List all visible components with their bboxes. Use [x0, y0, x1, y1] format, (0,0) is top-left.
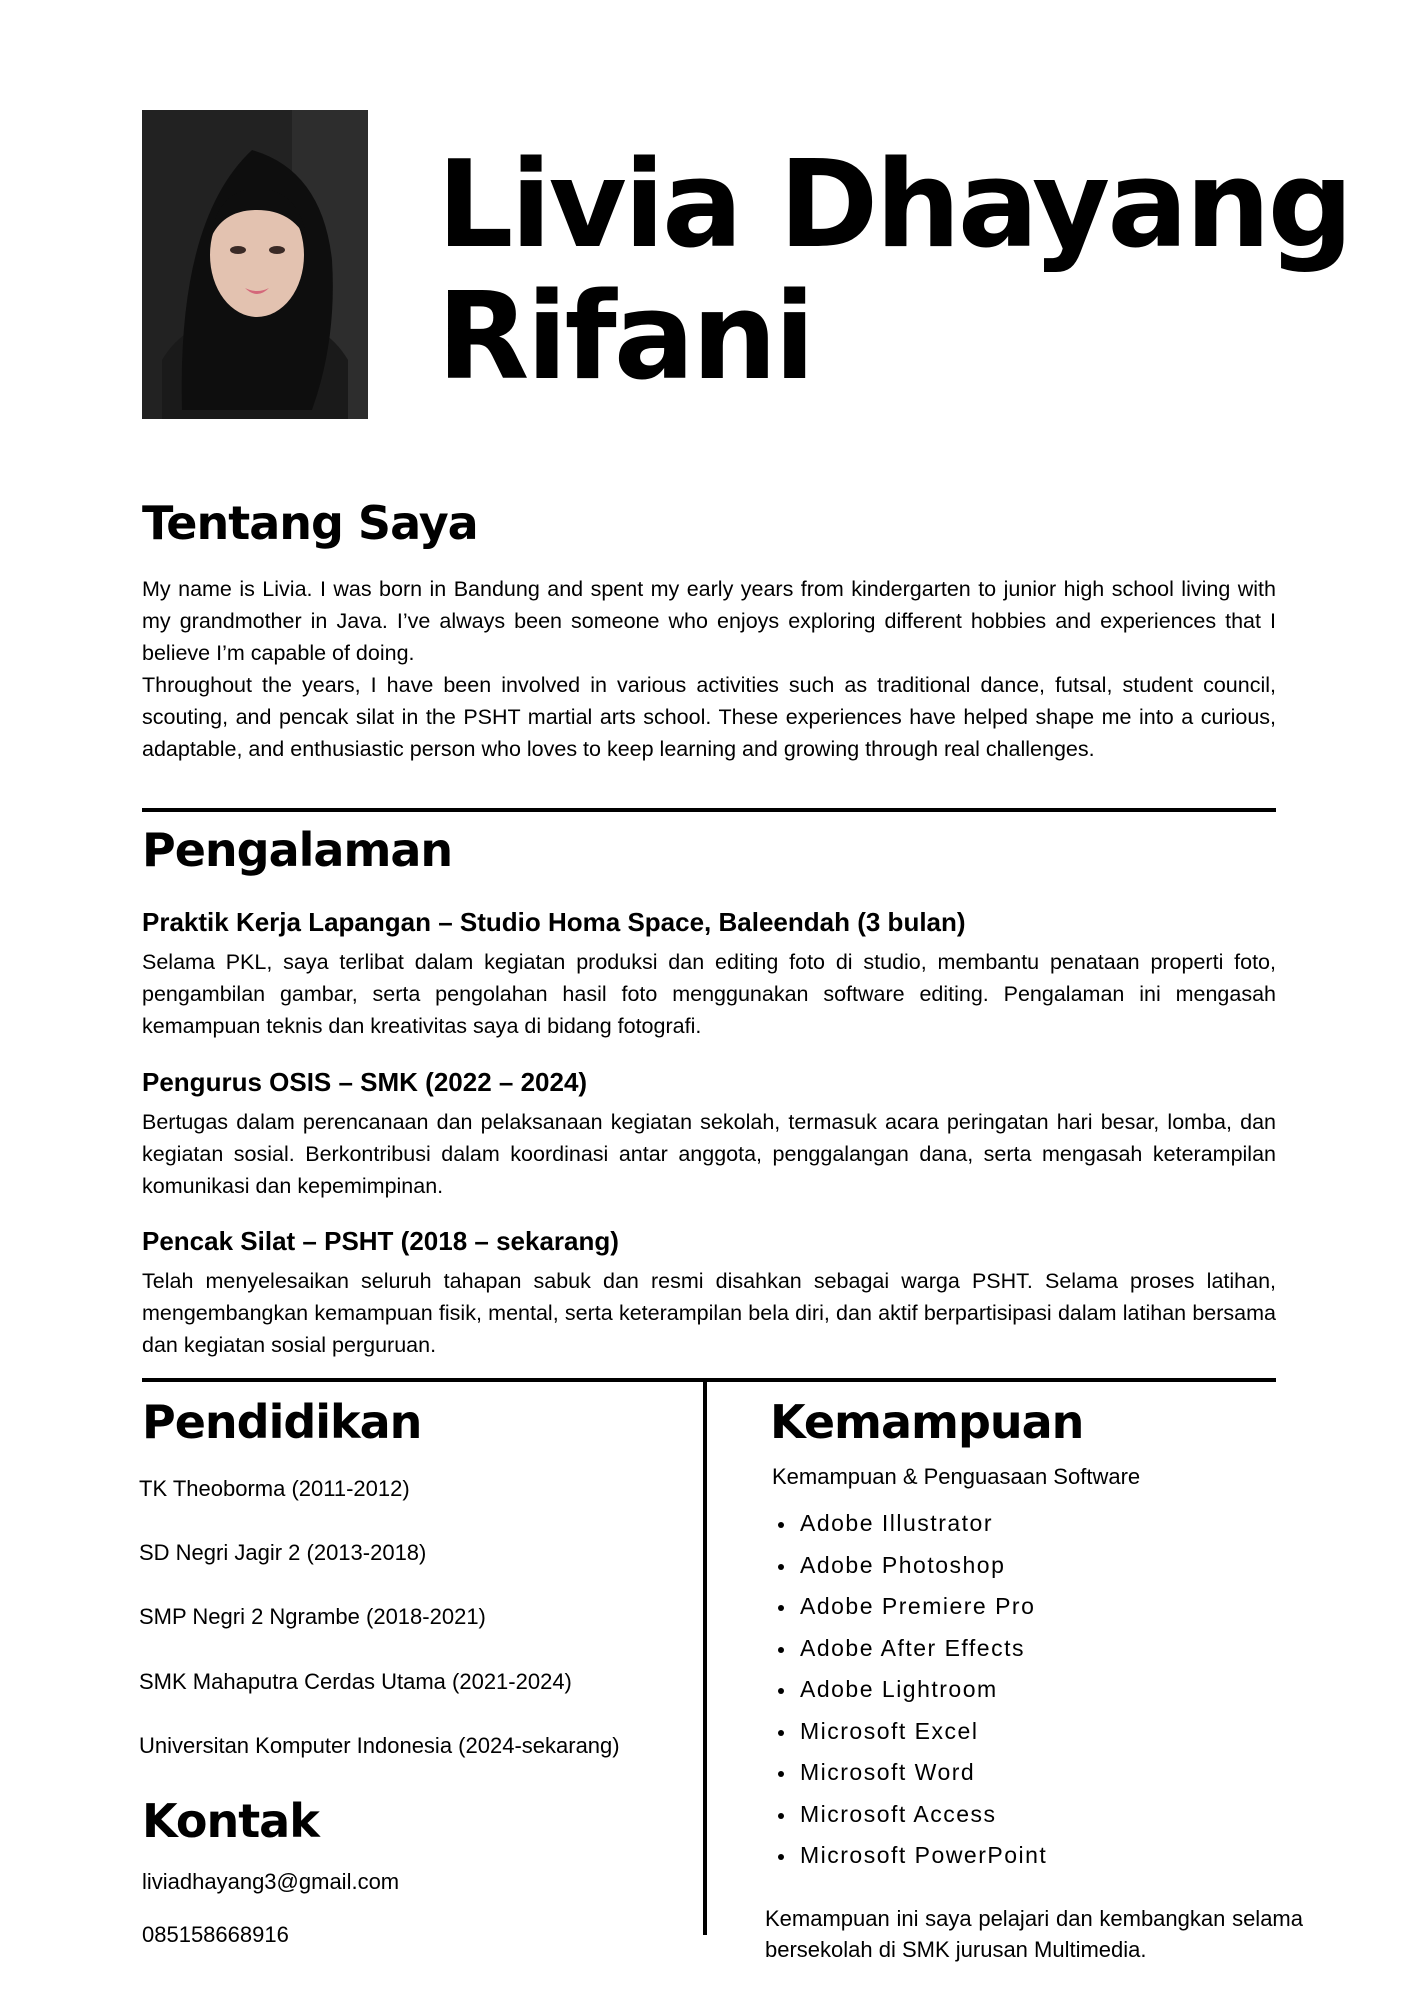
contact-heading: Kontak — [142, 1794, 319, 1848]
education-item: SD Negri Jagir 2 (2013-2018) — [139, 1540, 427, 1565]
divider-experience — [142, 1378, 1276, 1382]
experience-heading: Pengalaman — [142, 823, 453, 877]
experience-item — [142, 906, 1276, 1042]
experience-item — [142, 1225, 1276, 1361]
skill-item: Adobe After Effects — [772, 1628, 1047, 1670]
profile-photo — [142, 110, 368, 419]
divider-about — [142, 808, 1276, 812]
name-line-2: Rifani — [437, 268, 813, 407]
skills-list — [772, 1503, 1047, 1877]
experience-description: Selama PKL, saya terlibat dalam kegiatan produksi dan editing foto di studio, membantu penataan properti foto, pengambilan gambar, serta pengolahan hasil foto menggunakan software editing. Pengalaman ini mengasah kemampuan teknis dan kreativitas saya di bidang fotografi. — [142, 950, 1276, 1038]
skill-item: Adobe Photoshop — [772, 1545, 1047, 1587]
about-section — [142, 573, 1276, 765]
contact-phone: 085158668916 — [142, 1922, 289, 1947]
skill-item: Microsoft Excel — [772, 1711, 1047, 1753]
skill-item: Microsoft Word — [772, 1752, 1047, 1794]
experience-item — [142, 1066, 1276, 1202]
about-paragraph-2: Throughout the years, I have been involved in various activities such as traditional dance, futsal, student council, scouting, and pencak silat in the PSHT martial arts school. These experiences have helped shape me into a curious, adaptable, and enthusiastic person who loves to keep learning and growing through real challenges. — [142, 673, 1276, 761]
full-name — [437, 136, 1387, 407]
education-item: SMK Mahaputra Cerdas Utama (2021-2024) — [139, 1669, 572, 1694]
name-line-1: Livia Dhayang — [437, 136, 1351, 275]
about-paragraph-1: My name is Livia. I was born in Bandung and spent my early years from kindergarten to junior high school living with my grandmother in Java. I’ve always been someone who enjoys exploring different hobbies and experiences that I believe I’m capable of doing. — [142, 577, 1276, 665]
experience-title: Pencak Silat – PSHT (2018 – sekarang) — [142, 1226, 619, 1256]
skills-note: Kemampuan ini saya pelajari dan kembangkan selama bersekolah di SMK jurusan Multimedia. — [765, 1906, 1303, 1962]
skill-item: Microsoft PowerPoint — [772, 1835, 1047, 1877]
about-heading: Tentang Saya — [142, 496, 478, 550]
experience-description: Bertugas dalam perencanaan dan pelaksanaan kegiatan sekolah, termasuk acara peringatan hari besar, lomba, dan kegiatan sosial. Berkontribusi dalam koordinasi antar anggota, penggalangan dana, serta mengasah keterampilan komunikasi dan kepemimpinan. — [142, 1110, 1276, 1198]
skills-subheading: Kemampuan & Penguasaan Software — [772, 1464, 1141, 1489]
experience-title: Praktik Kerja Lapangan – Studio Homa Space, Baleendah (3 bulan) — [142, 907, 966, 937]
column-divider — [703, 1380, 707, 1935]
education-item: TK Theoborma (2011-2012) — [139, 1476, 410, 1501]
skill-item: Adobe Lightroom — [772, 1669, 1047, 1711]
skill-item: Adobe Premiere Pro — [772, 1586, 1047, 1628]
skill-item: Adobe Illustrator — [772, 1503, 1047, 1545]
education-item: SMP Negri 2 Ngrambe (2018-2021) — [139, 1604, 486, 1629]
skills-heading: Kemampuan — [770, 1395, 1084, 1449]
education-heading: Pendidikan — [142, 1395, 422, 1449]
experience-title: Pengurus OSIS – SMK (2022 – 2024) — [142, 1067, 588, 1097]
experience-description: Telah menyelesaikan seluruh tahapan sabuk dan resmi disahkan sebagai warga PSHT. Selama proses latihan, mengembangkan kemampuan fisik, mental, serta keterampilan bela diri, dan aktif berpartisipasi dalam latihan bersama dan kegiatan sosial perguruan. — [142, 1269, 1276, 1357]
skill-item: Microsoft Access — [772, 1794, 1047, 1836]
education-item: Universitan Komputer Indonesia (2024-sekarang) — [139, 1733, 620, 1758]
contact-email: liviadhayang3@gmail.com — [142, 1869, 400, 1894]
portrait-image — [142, 110, 368, 419]
